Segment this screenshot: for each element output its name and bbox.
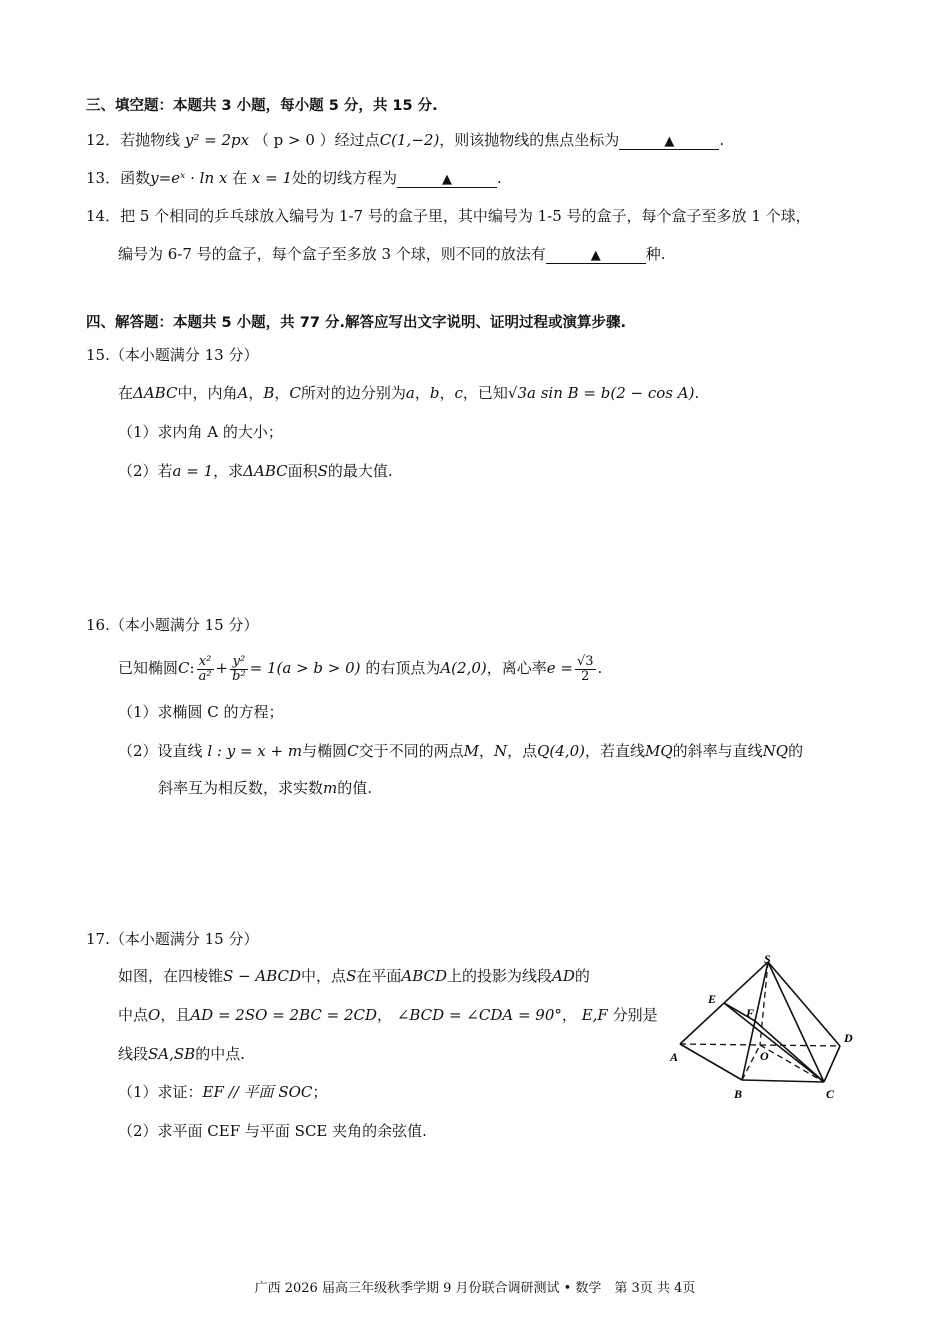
q16-p2-b: 与椭圆 [302,742,348,760]
q16-p2-f: 的斜率与直线 [672,742,763,760]
q16-b2: b² [232,668,246,684]
q17-plane: ABCD [401,967,447,985]
q17-p1-a: （1）求证： [118,1083,203,1101]
q16-colon: : [189,659,195,677]
q17-l1-e: 的 [574,967,590,985]
segment-ob-hidden [742,1045,760,1080]
q17-p1-c: ； [312,1083,328,1101]
segment-ec [724,1003,824,1082]
q12-number: 12． [86,131,121,149]
q16-stem-c: ，离心率 [486,659,547,677]
label-d: D [844,1031,853,1045]
q17-point-s: S [346,967,357,985]
q15-stem [118,383,699,403]
q12-answer-blank [619,131,719,150]
edge-cd [824,1046,840,1082]
q16-stem-a: 已知椭圆 [118,659,179,677]
q16-p2-c: 交于不同的两点 [358,742,464,760]
label-s: S [764,952,771,966]
q15-header: 15.（本小题满分 13 分） [86,346,259,364]
edge-sc [768,962,824,1082]
q12-text-a: 若抛物线 [120,131,181,149]
q17-eq2: ∠BCD = ∠CDA = 90° [396,1006,562,1024]
q16-p2-d: ，点 [507,742,538,760]
q15-p2-d: 的最大值. [327,462,393,480]
q15-end: . [694,384,700,402]
q17-point-o: O [148,1006,161,1024]
q16-p2-g: 的 [788,742,804,760]
q17-pyramid: S − ABCD [223,967,302,985]
q13-text-c: 处的切线方程为 [292,169,398,187]
q13-text-b: 在 [232,169,248,187]
q16-p2-line2-a: 斜率互为相反数，求实数 [158,779,324,797]
q15-condition: √3a sin B = b(2 − cos A) [507,384,695,402]
segment-so-hidden [760,962,768,1045]
q16-p2-c-ellipse: C [347,742,359,760]
segment-oc-hidden [760,1045,824,1082]
q17-part-2: （2）求平面 CEF 与平面 SCE 夹角的余弦值. [118,1122,427,1140]
q16-point-n: N [493,742,508,760]
q15-p2-cond: a = 1 [172,462,214,480]
q17-header: 17.（本小题满分 15 分） [86,930,259,948]
q16-y2: y² [230,655,248,670]
q15-sep: ， [274,384,290,402]
q16-fraction-y [230,655,248,684]
q17-l2-a: 中点 [118,1006,149,1024]
q15-p2-c: 面积 [287,462,318,480]
question-13 [86,168,502,188]
q16-e: e = [546,659,573,677]
q12-text-b: 经过点 [334,131,380,149]
q16-plus: + [215,659,229,677]
q16-point-q: Q(4,0) [537,742,585,760]
q12-text-c: ，则该抛物线的焦点坐标为 [439,131,620,149]
q12-point: C(1,−2) [379,131,440,149]
q17-l1-b: 中，点 [301,967,347,985]
label-f: F [746,1006,755,1020]
q16-fraction-e [575,655,596,684]
q17-line-3 [118,1044,245,1064]
q16-p2-a: （2）设直线 [118,742,203,760]
q15-stem-c: 所对的边分别为 [300,384,406,402]
q15-sep: ， [248,384,264,402]
q17-ef: E,F [581,1006,608,1024]
q17-sa-sb: SA,SB [148,1045,196,1063]
q16-stem-b: 的右顶点为 [365,659,441,677]
triangle-icon: ▲ [664,134,675,149]
q15-stem-b: 中，内角 [177,384,238,402]
edge-ab [680,1044,742,1080]
q16-a2: a² [198,668,212,684]
q16-point-m: M [463,742,479,760]
q16-part-1: （1）求椭圆 C 的方程； [118,703,284,721]
edge-sd [768,962,840,1046]
q16-p2-line2-b: 的值. [337,779,373,797]
q15-triangle: ΔABC [133,384,178,402]
q16-p2-e: ，若直线 [584,742,645,760]
q16-m: m [323,779,338,797]
q13-number: 13． [86,169,121,187]
q14-answer-blank [546,245,646,264]
q16-line-nq: NQ [762,742,789,760]
q17-line-2 [118,1005,658,1025]
q16-part-2-line-2 [158,778,372,798]
q14-line-1: 把 5 个相同的乒乓球放入编号为 1-7 号的盒子里，其中编号为 1-5 号的盒子，每个盒子至多放 1 个球， [120,207,811,225]
q16-line-mq: MQ [645,742,673,760]
label-o: O [760,1049,769,1063]
triangle-icon: ▲ [590,248,601,263]
q17-l3-b: 的中点. [195,1045,245,1063]
q17-eq1: AD = 2SO = 2BC = 2CD [190,1006,378,1024]
q17-l2-b: ，且 [160,1006,191,1024]
label-a: A [670,1050,679,1064]
q12-end: . [719,131,725,149]
q16-line-l: l : y = x + m [207,742,303,760]
q15-sep: ， [414,384,430,402]
q15-side-b: b [429,384,440,402]
q15-side-a: a [405,384,415,402]
q15-angle-a: A [237,384,249,402]
q15-part-2 [118,461,393,481]
q17-segment-ad: AD [552,967,575,985]
q16-fraction-x [197,655,214,684]
q17-l2-e: 分别是 [612,1006,658,1024]
q15-sep: ， [439,384,455,402]
q15-side-c: c [454,384,463,402]
q16-part-2: （2）设直线 l : y = x + m与椭圆C交于不同的两点M，N，点Q(4,0)，若直线MQ的斜率与直线NQ的 [118,742,804,760]
q16-end: . [597,659,603,677]
q15-stem-d: ，已知 [462,384,508,402]
q16-header: 16.（本小题满分 15 分） [86,616,259,634]
q17-l1-d: 上的投影为线段 [447,967,553,985]
q17-l2-d: ， [561,1006,577,1024]
label-b: B [734,1087,743,1101]
q16-stem [118,648,602,688]
edge-bc [742,1080,824,1082]
section-3-title: 三、填空题：本题共 3 小题，每小题 5 分，共 15 分. [86,98,438,114]
q15-angle-b: B [263,384,275,402]
q17-l3-a: 线段 [118,1045,149,1063]
q17-p1-b: EF // 平面 SOC [202,1083,313,1101]
question-12 [86,130,724,150]
q12-equation: y² = 2px [184,131,250,149]
q16-ellipse-c: C [178,659,190,677]
q16-x2: x² [197,655,214,670]
q12-condition: （ p > 0 ） [253,131,335,149]
q17-line-1 [118,966,590,986]
q15-p2-area: S [317,462,328,480]
q13-answer-blank [397,169,497,188]
q13-end: . [497,169,502,187]
q13-function: y=eˣ · ln x [150,169,228,187]
q17-l1-c: 在平面 [356,967,402,985]
q15-angle-c: C [289,384,301,402]
q15-part-1: （1）求内角 A 的大小； [118,423,283,441]
question-14 [86,206,811,226]
q16-two: 2 [581,668,590,684]
q13-text-a: 函数 [120,169,151,187]
q15-stem-a: 在 [118,384,134,402]
q14-line-2-text: 编号为 6-7 号的盒子，每个盒子至多放 3 个球，则不同的放法有 [118,245,546,263]
page-footer: 广西 2026 届高三年级秋季学期 9 月份联合调研测试 • 数学 第 3页 共 4页 [254,1281,696,1296]
q14-number: 14． [86,207,121,225]
q17-l2-c: ， [377,1006,393,1024]
q16-vertex: A(2,0) [440,659,487,677]
pyramid-figure [668,952,868,1102]
q15-p2-triangle: ΔABC [243,462,288,480]
section-4-title: 四、解答题：本题共 5 小题，共 77 分.解答应写出文字说明、证明过程或演算步骤. [86,315,626,331]
label-e: E [708,992,717,1006]
q15-p2-b: ，求 [213,462,244,480]
q17-l1-a: 如图，在四棱锥 [118,967,224,985]
label-c: C [826,1087,835,1101]
triangle-icon: ▲ [442,172,453,187]
q16-eq1: = 1(a > b > 0) [249,659,361,677]
q17-part-1 [118,1082,327,1102]
q16-sqrt3: √3 [576,653,594,669]
q15-p2-a: （2）若 [118,462,173,480]
q14-line-2-end: 种. [645,245,666,263]
question-14-line-2 [118,244,666,264]
q13-point: x = 1 [251,169,293,187]
